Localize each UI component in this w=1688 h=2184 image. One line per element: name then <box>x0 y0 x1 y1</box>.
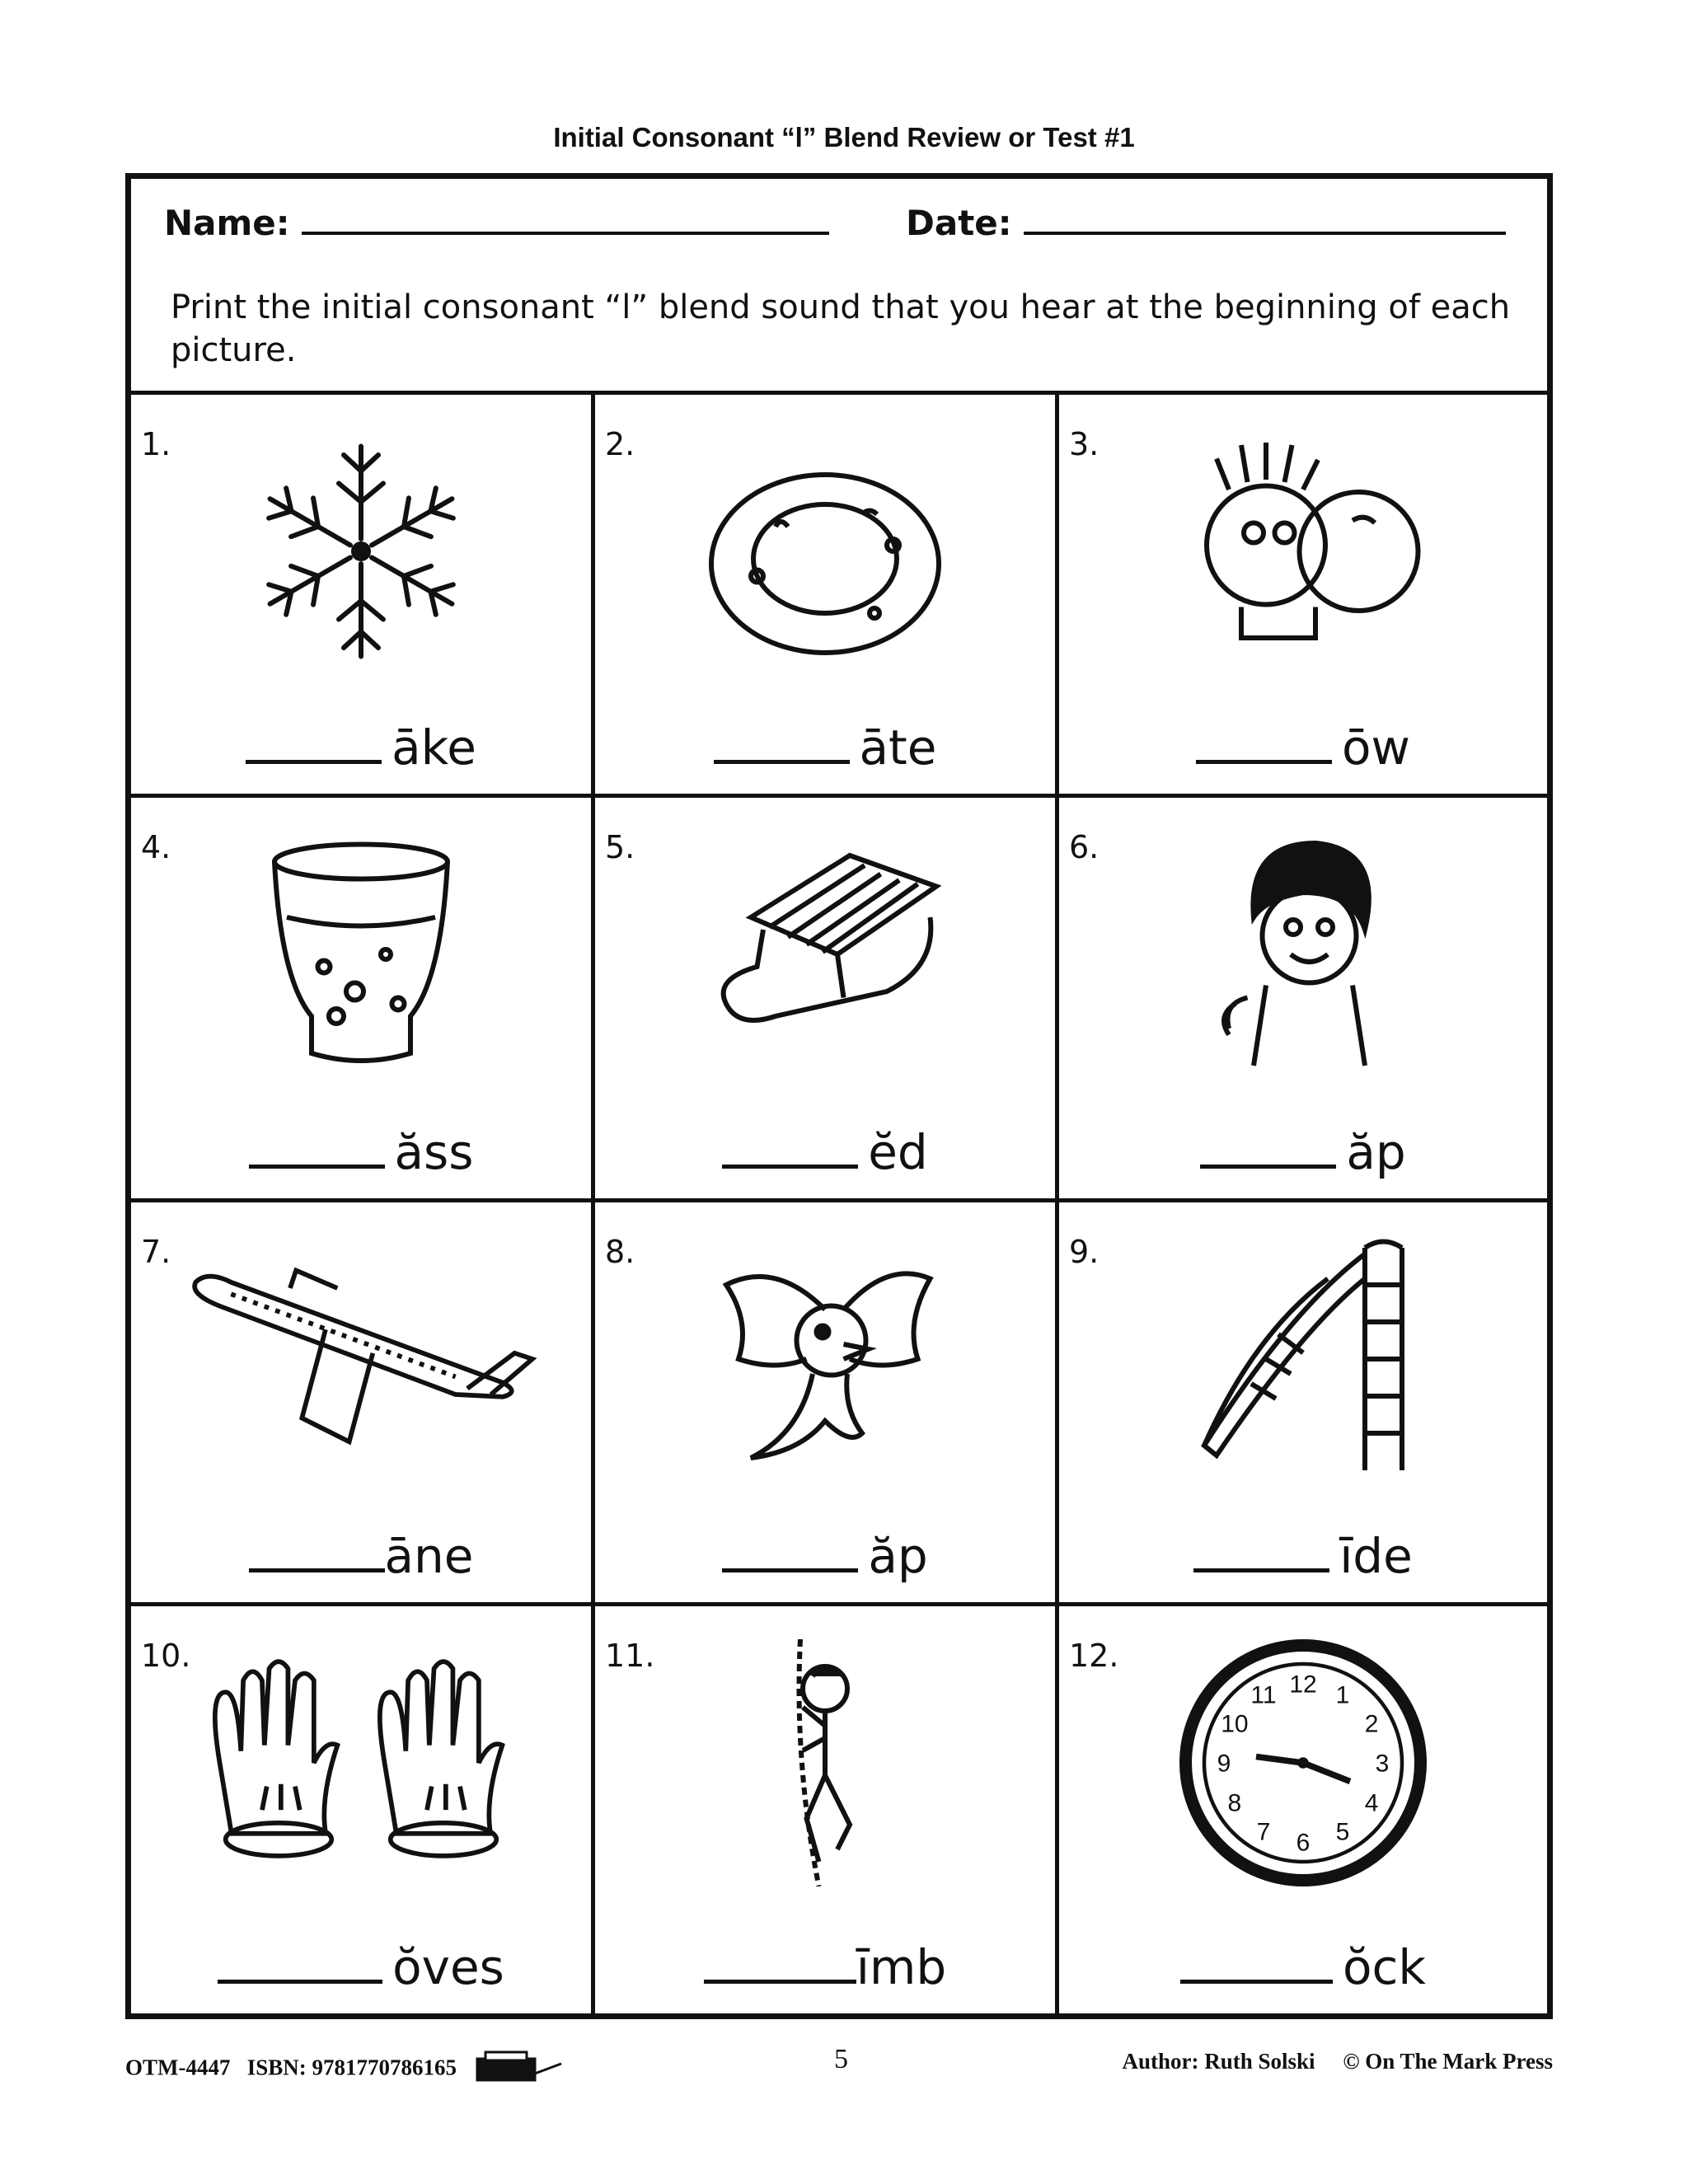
answer-blank[interactable] <box>704 1940 856 1984</box>
item-number: 4. <box>141 829 171 865</box>
item-number: 12. <box>1069 1638 1119 1674</box>
item-cell <box>131 1202 595 1606</box>
item-number: 10. <box>141 1638 191 1674</box>
word-ending: ăss <box>394 1124 474 1180</box>
footer-left <box>125 2049 570 2091</box>
word-answer <box>1059 1124 1547 1180</box>
answer-blank[interactable] <box>249 1125 385 1169</box>
item-number: 11. <box>605 1638 655 1674</box>
word-ending: āte <box>859 719 937 776</box>
boy-blowing-bubble-icon <box>1179 428 1427 675</box>
item-cell <box>595 1606 1059 2013</box>
answer-blank[interactable] <box>246 720 382 764</box>
word-answer <box>595 719 1055 776</box>
gloves-icon <box>196 1639 526 1886</box>
word-answer <box>1059 719 1547 776</box>
date-blank[interactable] <box>1024 202 1506 235</box>
answer-blank[interactable] <box>1180 1940 1333 1984</box>
plate-icon <box>701 428 949 675</box>
snowflake-icon <box>237 428 485 675</box>
clock-numeral: 4 <box>1364 1789 1379 1817</box>
word-ending: ōw <box>1342 719 1410 776</box>
girl-clapping-icon <box>1179 831 1427 1078</box>
word-answer <box>1059 1939 1547 1995</box>
item-cell <box>131 395 595 798</box>
word-ending: īde <box>1339 1528 1413 1584</box>
item-number: 9. <box>1069 1234 1100 1270</box>
clock-numeral: 10 <box>1221 1710 1249 1738</box>
footer-right <box>1123 2049 1554 2074</box>
answer-blank[interactable] <box>218 1940 382 1984</box>
page-number: 5 <box>834 2044 848 2074</box>
clock-numeral: 9 <box>1217 1750 1231 1778</box>
word-ending: ăp <box>868 1528 928 1584</box>
word-ending: āke <box>392 719 476 776</box>
printer-icon <box>471 2049 570 2091</box>
name-label: Name: <box>164 203 290 243</box>
item-cell <box>595 1202 1059 1606</box>
publisher: © On The Mark Press <box>1343 2049 1553 2074</box>
flapping-bird-icon <box>701 1235 949 1483</box>
clock-numeral: 8 <box>1227 1789 1242 1817</box>
glass-icon <box>237 831 485 1078</box>
item-cell <box>1059 395 1547 798</box>
item-number: 8. <box>605 1234 635 1270</box>
item-cell <box>1059 798 1547 1202</box>
name-blank[interactable] <box>302 202 829 235</box>
clock-numeral: 11 <box>1250 1681 1277 1709</box>
answer-blank[interactable] <box>722 1125 858 1169</box>
sled-icon <box>701 831 949 1078</box>
date-field[interactable] <box>906 202 1506 243</box>
word-answer <box>131 1939 591 1995</box>
word-answer <box>595 1939 1055 1995</box>
item-cell <box>1059 1202 1547 1606</box>
clock-numeral: 7 <box>1256 1818 1271 1846</box>
item-cell <box>131 1606 595 2013</box>
airplane-icon <box>184 1235 538 1483</box>
word-answer <box>131 1528 591 1584</box>
item-number: 3. <box>1069 426 1100 462</box>
item-cell <box>595 395 1059 798</box>
word-ending: ŏves <box>392 1939 504 1995</box>
answer-blank[interactable] <box>722 1529 858 1572</box>
worksheet-header <box>131 179 1547 395</box>
clock-numeral: 1 <box>1335 1681 1350 1709</box>
picture-grid <box>131 395 1547 2013</box>
item-number: 6. <box>1069 829 1100 865</box>
clock-numeral: 12 <box>1289 1671 1317 1699</box>
answer-blank[interactable] <box>714 720 850 764</box>
item-cell <box>595 798 1059 1202</box>
answer-blank[interactable] <box>1196 720 1332 764</box>
product-code: OTM-4447 <box>125 2055 231 2080</box>
answer-blank[interactable] <box>1193 1529 1329 1572</box>
word-ending: ŏck <box>1343 1939 1426 1995</box>
slide-icon <box>1179 1235 1427 1483</box>
answer-blank[interactable] <box>249 1529 385 1572</box>
worksheet-title: Initial Consonant “l” Blend Review or Test #1 <box>553 122 1135 152</box>
instructions: Print the initial consonant “l” blend sound that you hear at the beginning of each picture. <box>171 288 1511 369</box>
item-cell <box>1059 1606 1547 2013</box>
clock-numeral: 5 <box>1335 1818 1350 1846</box>
item-number: 5. <box>605 829 635 865</box>
word-answer <box>595 1124 1055 1180</box>
answer-blank[interactable] <box>1200 1125 1336 1169</box>
word-ending: ăp <box>1346 1124 1406 1180</box>
worksheet-frame <box>125 173 1553 2019</box>
item-number: 1. <box>141 426 171 462</box>
clock-numeral: 2 <box>1364 1710 1379 1738</box>
clock-icon <box>1179 1639 1427 1886</box>
word-answer <box>131 719 591 776</box>
isbn: ISBN: 9781770786165 <box>246 2055 457 2080</box>
clock-numeral: 3 <box>1375 1750 1390 1778</box>
word-answer <box>595 1528 1055 1584</box>
item-number: 2. <box>605 426 635 462</box>
name-field[interactable] <box>164 202 829 243</box>
word-ending: āne <box>384 1528 474 1584</box>
page-footer <box>125 2044 1553 2085</box>
date-label: Date: <box>906 203 1012 243</box>
author: Author: Ruth Solski <box>1122 2049 1315 2074</box>
boy-climbing-rope-icon <box>701 1639 949 1886</box>
word-answer <box>131 1124 591 1180</box>
item-number: 7. <box>141 1234 171 1270</box>
word-answer <box>1059 1528 1547 1584</box>
word-ending: ĕd <box>868 1124 928 1180</box>
item-cell <box>131 798 595 1202</box>
clock-numeral: 6 <box>1296 1829 1311 1857</box>
word-ending: īmb <box>856 1939 947 1995</box>
